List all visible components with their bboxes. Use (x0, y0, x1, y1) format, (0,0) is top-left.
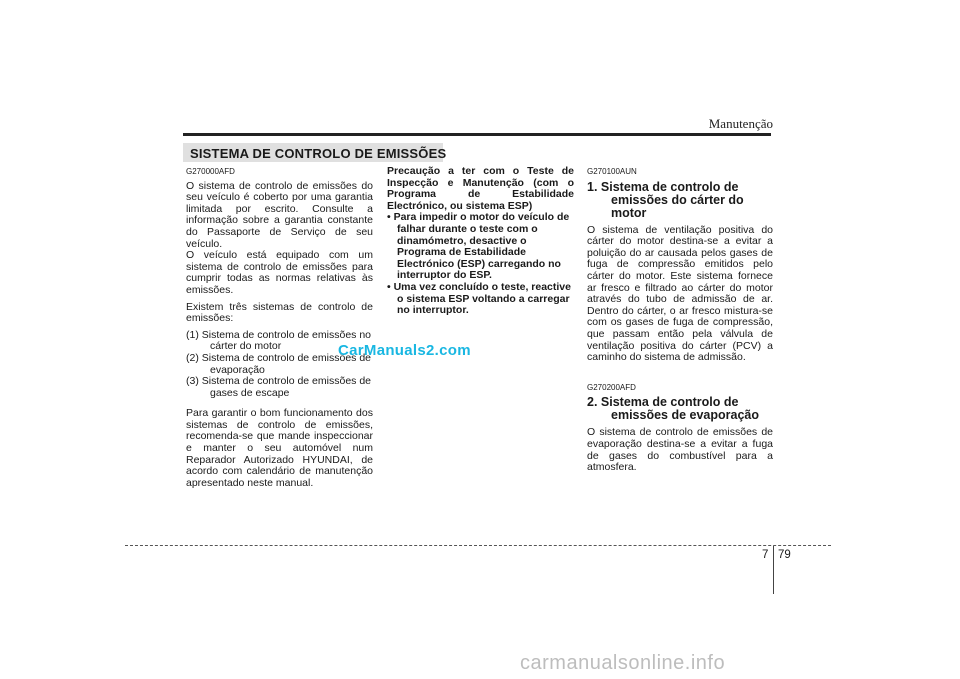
reference-code: G270100AUN (587, 167, 637, 176)
reference-code: G270200AFD (587, 382, 636, 392)
list-item: (3) Sistema de controlo de emissões de gases de escape (186, 375, 372, 399)
list-item: (1) Sistema de controlo de emissões no cárter do motor (186, 328, 372, 353)
bullet-item: • Uma vez concluído o teste, reactive o sistema ESP voltando a carregar no interruptor. (387, 280, 571, 317)
list-item: (2) Sistema de controlo de emissões de evaporação (186, 351, 372, 376)
section-heading: 2. Sistema de controlo de emissões de evaporação (587, 395, 759, 423)
footer-watermark: carmanualsonline.info (520, 652, 726, 674)
bullet-item: • Para impedir o motor do veículo de falhar durante o teste com o dinamómetro, desactive o Programa de Estabilidade Electrónico (ESP) carregando no interruptor do ESP. (387, 211, 570, 282)
warranty-paragraph: O sistema de controlo de emissões do seu veículo é coberto por uma garantia limitada por escrito. Consulte a informação sobre a garantia constante do Passaporte de Serviço de seu veículo. (186, 179, 373, 250)
caution-heading: Precaução a ter com o Teste de Inspecção e Manutenção (com o Programa de Estabilidade Electrónico, ou sistema ESP) (387, 165, 574, 212)
page-number (762, 549, 791, 561)
column-3 (587, 166, 773, 474)
section-body: O sistema de controlo de emissões de evaporação destina-se a evitar a fuga de gases do combustível para a atmosfera. (587, 426, 773, 474)
footer-rule (125, 545, 831, 546)
bullet-text: Para impedir o motor do veículo de falhar durante o teste com o dinamómetro, desactive o Programa de Estabilidade Electrónico (ESP) carregando no interruptor do ESP. (393, 211, 570, 282)
header-rule (183, 133, 771, 136)
column-2 (387, 166, 574, 317)
page-number-value: 79 (778, 549, 791, 561)
equipment-paragraph: O veículo está equipado com um sistema de controlo de emissões para cumprir todas as normas relativas às emissões. (186, 249, 373, 296)
page-title: SISTEMA DE CONTROLO DE EMISSÕES (190, 146, 447, 161)
maintenance-paragraph: Para garantir o bom funcionamento dos sistemas de controlo de emissões, recomenda-se que mande inspeccionar e manter o seu automóvel num Reparador Autorizado HYUNDAI, de acordo com calendário de manutenção apresentado neste manual. (186, 407, 373, 489)
column-1 (186, 166, 373, 489)
chapter-number: 7 (762, 549, 769, 561)
section-body: O sistema de ventilação positiva do cárter do motor destina-se a evitar a poluição do ar causada pelos gases de fuga de compressão emitidos pelo cárter do motor. Este sistema fornece ar fresco e filtrado ao cárter do motor através do tubo de admissão de ar. Dentro do cárter, o ar fresco mistura-se com os gases de fuga de compressão, que passam então pela válvula de ventilação positiva do cárter (PCV) a caminho do sistema de admissão. (587, 223, 773, 364)
systems-intro: Existem três sistemas de controlo de emissões: (186, 300, 373, 325)
bullet-text: Uma vez concluído o teste, reactive o sistema ESP voltando a carregar no interruptor. (393, 280, 571, 317)
section-heading: 1. Sistema de controlo de emissões do cárter do motor (587, 179, 744, 220)
section-label: Manutenção (708, 116, 773, 131)
reference-code: G270000AFD (186, 167, 235, 176)
watermark: CarManuals2.com (338, 342, 471, 359)
page-divider (773, 546, 774, 594)
